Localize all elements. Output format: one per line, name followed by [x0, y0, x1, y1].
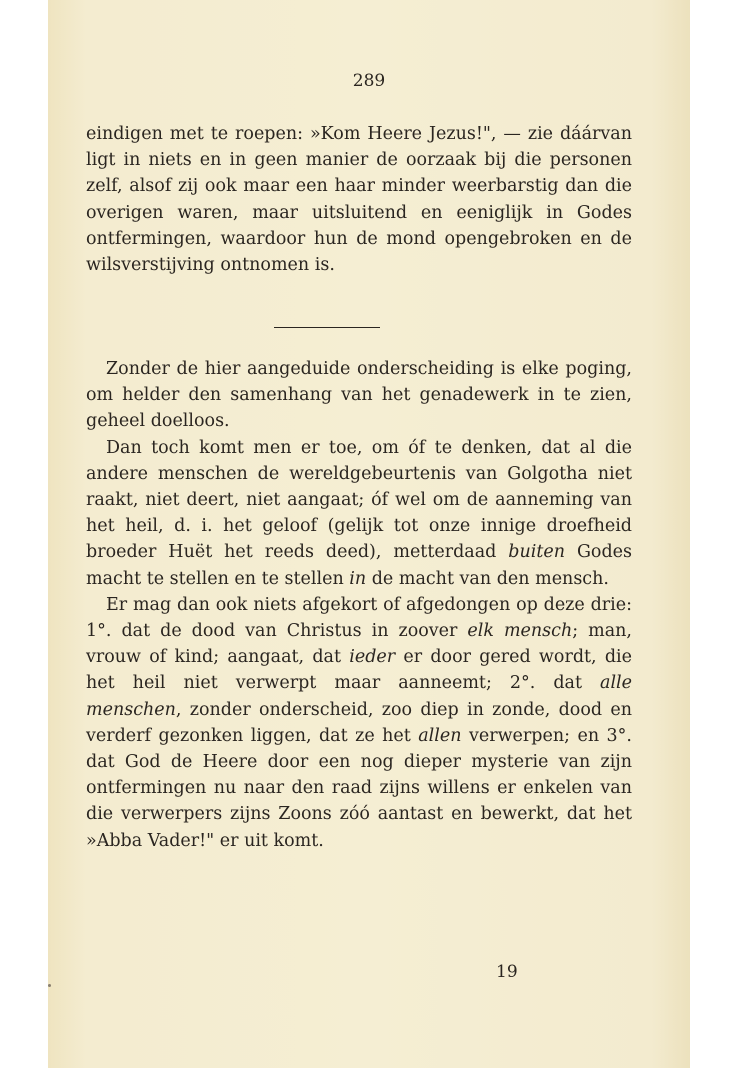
paragraph-2	[86, 435, 632, 592]
emphasis-elk-mensch: elk mensch	[467, 621, 573, 642]
text-run: Er mag dan ook niets afgekort of afgedongen op deze drie: 1°. dat de dood van Christus in zoover	[86, 594, 632, 642]
text-run: Godes macht te stellen en te stellen	[86, 542, 632, 589]
emphasis-in: in	[349, 568, 367, 589]
section-1	[86, 121, 632, 278]
section-divider	[274, 327, 380, 328]
text-run: ; man, vrouw of kind; aangaat, dat	[86, 621, 632, 668]
text-run: verwerpen; en 3°. dat God de Heere door een nog dieper mysterie van zijn ontfermingen nu naar den raad zijns willens er enkelen van die verwerpers zijns Zoons zóó aantast en bewerkt, dat het »Abba Vader!" er uit komt.	[86, 725, 632, 851]
book-page	[48, 0, 690, 1068]
text-run: , zonder onderscheid, zoo diep in zonde, dood en verderf gezonken liggen, dat ze het	[86, 699, 632, 746]
paper-speck	[48, 984, 51, 987]
text-run: de macht van den mensch.	[366, 568, 609, 589]
page-number: 289	[352, 71, 386, 91]
section-2	[86, 356, 632, 854]
emphasis-ieder: ieder	[349, 647, 396, 668]
signature-mark: 19	[496, 962, 518, 982]
emphasis-allen: allen	[418, 725, 462, 746]
paragraph-1: Zonder de hier aangeduide onderscheiding is elke poging, om helder den samenhang van het genadewerk in te zien, geheel doelloos.	[86, 359, 632, 432]
text-run: er door gered wordt, die het heil niet verwerpt maar aanneemt; 2°. dat	[86, 647, 633, 694]
paragraph-3	[86, 592, 632, 854]
paragraph-closing: eindigen met te roepen: »Kom Heere Jezus!", — zie dáárvan ligt in niets en in geen manier de oorzaak bij die personen zelf, alsof zij ook maar een haar minder weerbarstig dan die overigen waren, maar uitsluitend en eeniglijk in Godes ontfermingen, waardoor hun de mond opengebroken en de wilsverstijving ontnomen is.	[86, 124, 632, 276]
text-run: Dan toch komt men er toe, om óf te denken, dat al die andere menschen de wereldgebeurtenis van Golgotha niet raakt, niet deert, niet aangaat; óf wel om de aanneming van het heil, d. i. het geloof (gelijk tot onze innige droefheid broeder Huët het reeds deed), metterdaad	[86, 437, 632, 563]
emphasis-buiten: buiten	[508, 542, 566, 563]
emphasis-alle-menschen: alle menschen	[86, 673, 632, 720]
